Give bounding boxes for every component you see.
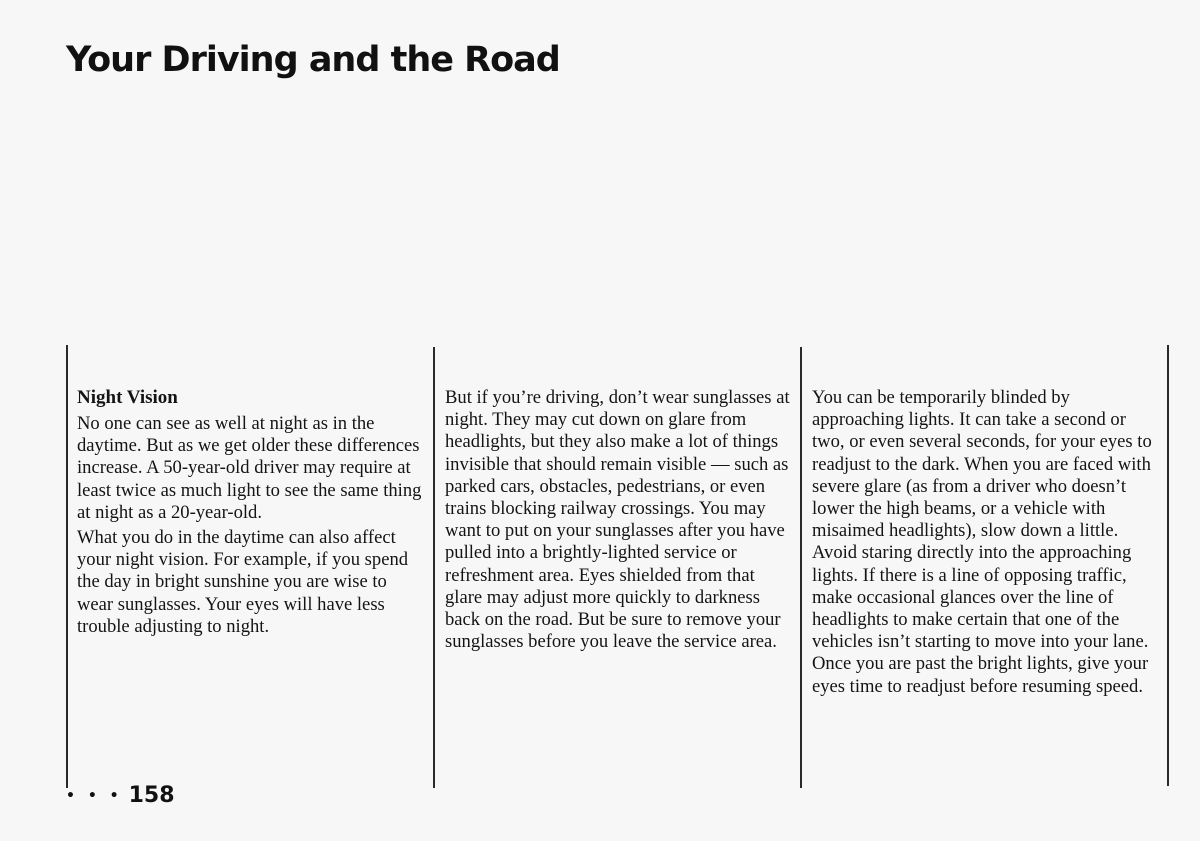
page-number-dots: • • • — [66, 787, 123, 804]
column-divider — [66, 345, 68, 788]
page-title: Your Driving and the Road — [66, 40, 560, 80]
text-column-1 — [77, 387, 427, 641]
column-divider — [800, 347, 802, 788]
paragraph: But if you’re driving, don’t wear sunglasses at night. They may cut down on glare from headlights, but they also make a lot of things invisible that should remain visible — such as parked cars, obstacles, pedestrians, or even trains blocking railway crossings. You may want to put on your sunglasses after you have pulled into a brightly-lighted service or refreshment area. Eyes shielded from that glare may adjust more quickly to darkness back on the road. But be sure to remove your sunglasses before you leave the service area. — [445, 387, 790, 653]
column-divider — [433, 347, 435, 788]
section-heading-night-vision: Night Vision — [77, 387, 178, 408]
page-number-value: 158 — [128, 783, 175, 808]
column-divider — [1167, 345, 1169, 786]
paragraph: You can be temporarily blinded by approaching lights. It can take a second or two, or even several seconds, for your eyes to readjust to the dark. When you are faced with severe glare (as from a driver who doesn’t lower the high beams, or a vehicle with misaimed headlights), slow down a little. Avoid staring directly into the approaching lights. If there is a line of opposing traffic, make occasional glances over the line of headlights to make certain that one of the vehicles isn’t starting to move into your lane. Once you are past the bright lights, give your eyes time to readjust before resuming speed. — [812, 387, 1152, 697]
text-column-3 — [812, 387, 1162, 701]
page-number — [66, 783, 175, 808]
text-column-2 — [445, 387, 795, 656]
paragraph: No one can see as well at night as in the daytime. But as we get older these differences increase. A 50-year-old driver may require at least twice as much light to see the same thing at night as a 20-year-old. — [77, 413, 422, 523]
paragraph: What you do in the daytime can also affect your night vision. For example, if you spend the day in bright sunshine you are wise to wear sunglasses. Your eyes will have less trouble adjusting to night. — [77, 527, 409, 637]
